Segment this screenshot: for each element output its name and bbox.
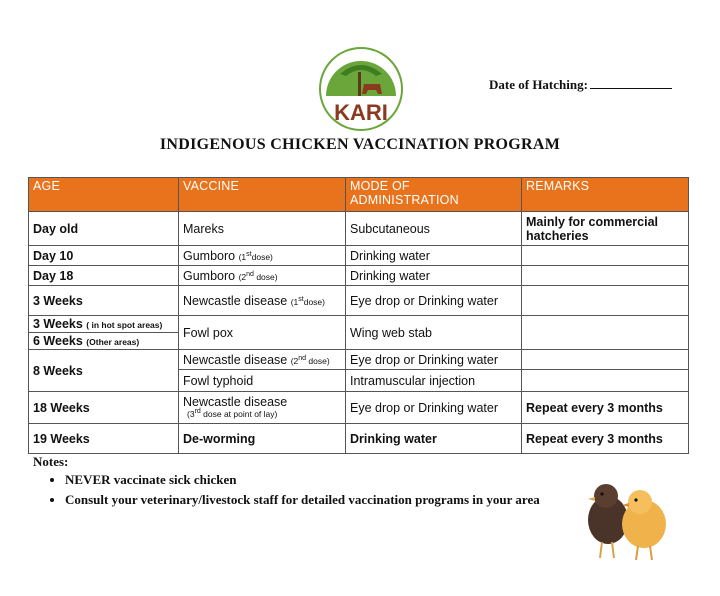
vaccine-cell: [179, 286, 346, 316]
age-cell: 18 Weeks: [29, 392, 179, 424]
column-header-remarks: REMARKS: [522, 178, 689, 212]
age-cell: Day 18: [29, 266, 179, 286]
age-cell: Day old: [29, 212, 179, 246]
vaccine-name: Gumboro: [183, 268, 236, 283]
note-item: • NEVER vaccinate sick chicken: [65, 472, 540, 488]
age-other-areas: 6 Weeks (Other areas): [33, 334, 140, 348]
mode-cell: Drinking water: [346, 424, 522, 454]
table-row: [29, 212, 689, 246]
column-header-age: AGE: [29, 178, 179, 212]
date-of-hatching: [489, 76, 672, 93]
remarks-cell: Repeat every 3 months: [522, 424, 689, 454]
vaccination-table: [28, 177, 689, 454]
remarks-cell: [522, 370, 689, 392]
table-row: [29, 350, 689, 370]
vaccine-cell: Fowl pox: [179, 316, 346, 350]
page-title: INDIGENOUS CHICKEN VACCINATION PROGRAM: [159, 136, 561, 153]
column-header-vaccine: VACCINE: [179, 178, 346, 212]
remarks-cell: Mainly for commercial hatcheries: [522, 212, 689, 246]
vaccine-cell: [179, 350, 346, 370]
table-row: [29, 392, 689, 424]
age-cell: 8 Weeks: [29, 350, 179, 392]
age-hot-spot: 3 Weeks ( in hot spot areas): [29, 316, 178, 333]
remarks-cell: Repeat every 3 months: [522, 392, 689, 424]
table-row: [29, 316, 689, 350]
mode-cell: Eye drop or Drinking water: [346, 286, 522, 316]
chicks-image: [578, 478, 678, 564]
dose-note: (1stdose): [290, 295, 325, 307]
age-cell: 3 Weeks: [29, 286, 179, 316]
vaccine-cell: [179, 392, 346, 424]
remarks-cell: [522, 266, 689, 286]
notes-heading: Notes:: [33, 454, 69, 469]
mode-cell: Drinking water: [346, 246, 522, 266]
dose-note: (2nd dose): [238, 270, 278, 282]
age-cell: 19 Weeks: [29, 424, 179, 454]
mode-cell: Wing web stab: [346, 316, 522, 350]
remarks-cell: [522, 350, 689, 370]
remarks-cell: [522, 286, 689, 316]
vaccine-name: Newcastle disease: [183, 293, 288, 308]
age-cell: Day 10: [29, 246, 179, 266]
mode-cell: Subcutaneous: [346, 212, 522, 246]
date-blank-line: [590, 76, 672, 89]
mode-cell: Eye drop or Drinking water: [346, 392, 522, 424]
table-row: [29, 424, 689, 454]
vaccine-name: Newcastle disease: [183, 352, 288, 367]
vaccine-cell: [179, 266, 346, 286]
dose-note: (1stdose): [238, 250, 273, 262]
table-row: [29, 266, 689, 286]
dose-note: (2nd dose): [290, 354, 330, 366]
remarks-cell: [522, 246, 689, 266]
notes-list: [33, 472, 540, 508]
vaccine-cell: Mareks: [179, 212, 346, 246]
vaccine-name: Gumboro: [183, 248, 236, 263]
age-cell: [29, 316, 179, 350]
table-header-row: [29, 178, 689, 212]
table-row: [29, 246, 689, 266]
vaccine-cell: Fowl typhoid: [179, 370, 346, 392]
vaccine-cell: [179, 246, 346, 266]
mode-cell: Intramuscular injection: [346, 370, 522, 392]
date-label: Date of Hatching:: [489, 77, 588, 92]
mode-cell: Eye drop or Drinking water: [346, 350, 522, 370]
vaccine-name: Newcastle disease: [183, 395, 288, 410]
note-item: • Consult your veterinary/livestock staff for detailed vaccination programs in your area: [65, 492, 540, 508]
kari-logo: [318, 46, 404, 132]
vaccine-cell: De-worming: [179, 424, 346, 454]
dose-note: (3rd dose at point of lay): [187, 407, 278, 419]
notes-section: [33, 454, 540, 512]
column-header-mode: MODE OF ADMINISTRATION: [346, 178, 522, 212]
mode-cell: Drinking water: [346, 266, 522, 286]
logo-text: KARI: [334, 100, 388, 125]
table-row: [29, 286, 689, 316]
remarks-cell: [522, 316, 689, 350]
